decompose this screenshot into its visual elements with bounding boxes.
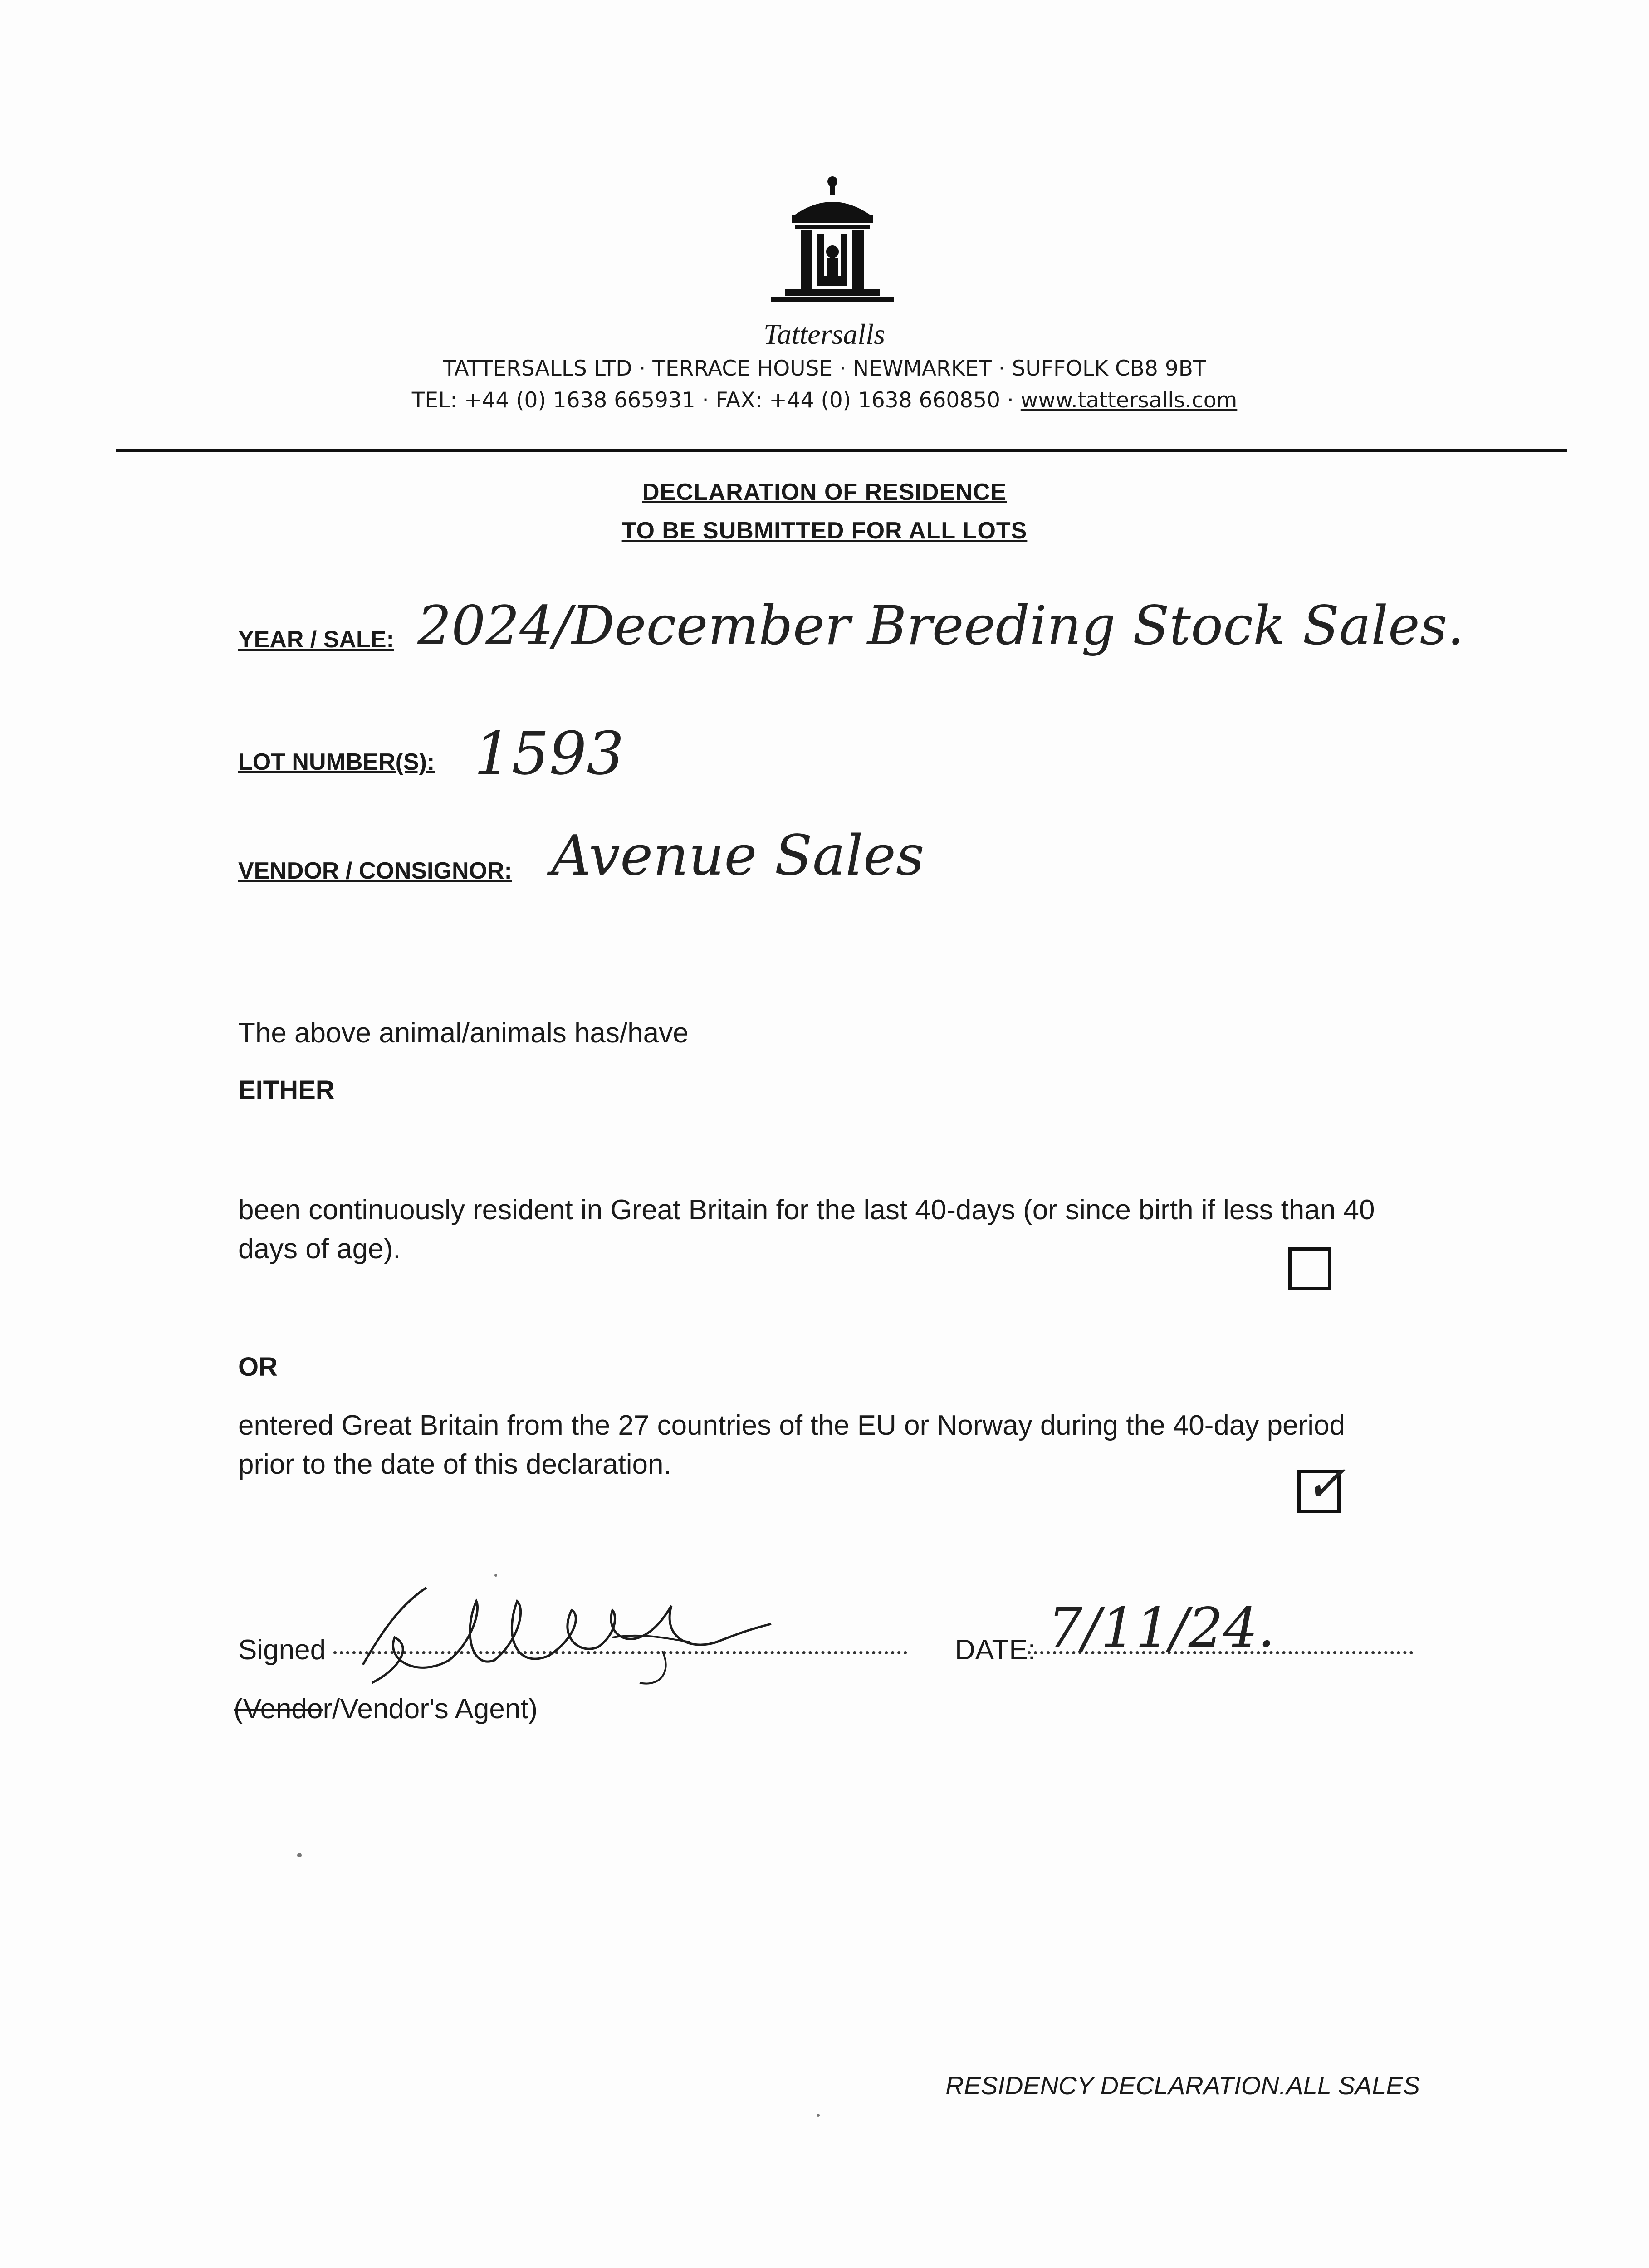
- scan-speck: [297, 1853, 302, 1857]
- year-sale-label: YEAR / SALE:: [238, 626, 394, 653]
- option2-line2: prior to the date of this declaration.: [238, 1449, 671, 1480]
- header-divider: [116, 449, 1567, 452]
- brand-name: Tattersalls: [763, 318, 885, 350]
- option2-line1: entered Great Britain from the 27 countries of the EU or Norway during the 40-day period: [238, 1410, 1345, 1441]
- company-address: [0, 356, 1649, 381]
- scan-speck: [817, 2114, 820, 2117]
- date-label: DATE:: [955, 1634, 1036, 1666]
- lot-number-value[interactable]: 1593: [474, 719, 624, 788]
- website-link[interactable]: www.tattersalls.com: [1020, 388, 1238, 413]
- company-contact: [0, 388, 1649, 413]
- option1-line2: days of age).: [238, 1233, 401, 1265]
- option1-checkbox[interactable]: [1288, 1247, 1331, 1290]
- option1-text: [238, 1191, 1463, 1269]
- option2-text: [238, 1406, 1463, 1484]
- tattersalls-logo: [767, 172, 898, 318]
- year-sale-value[interactable]: 2024/December Breeding Stock Sales.: [417, 594, 1464, 657]
- or-label: OR: [238, 1352, 278, 1382]
- intro-text: The above animal/animals has/have: [238, 1017, 689, 1049]
- vendor-value[interactable]: Avenue Sales: [551, 823, 925, 888]
- scan-speck: [494, 1574, 497, 1577]
- contact-phone-fax: TEL: +44 (0) 1638 665931 · FAX: +44 (0) 1638 660850 ·: [411, 388, 1021, 413]
- date-value[interactable]: 7/11/24.: [1048, 1597, 1275, 1660]
- signer-role: [234, 1690, 538, 1729]
- address-text: TATTERSALLS LTD · TERRACE HOUSE · NEWMARKET · SUFFOLK CB8 9BT: [443, 356, 1206, 381]
- role-struck-text: (Vendo: [234, 1693, 323, 1725]
- form-subtitle: TO BE SUBMITTED FOR ALL LOTS: [621, 518, 1028, 544]
- option1-line1: been continuously resident in Great Britain for the last 40-days (or since birth if less than 40: [238, 1194, 1375, 1226]
- lot-number-label: LOT NUMBER(S):: [238, 749, 435, 775]
- option2-checkbox[interactable]: [1297, 1455, 1346, 1513]
- either-label: EITHER: [238, 1075, 335, 1105]
- role-text: r/Vendor's Agent): [323, 1693, 538, 1725]
- footer-text: RESIDENCY DECLARATION.ALL SALES: [945, 2071, 1420, 2100]
- handwritten-signature[interactable]: [345, 1569, 780, 1696]
- signed-label: Signed: [238, 1634, 326, 1666]
- check-mark-icon: ✓: [1304, 1455, 1346, 1513]
- form-title: DECLARATION OF RESIDENCE: [642, 479, 1007, 505]
- vendor-label: VENDOR / CONSIGNOR:: [238, 858, 512, 884]
